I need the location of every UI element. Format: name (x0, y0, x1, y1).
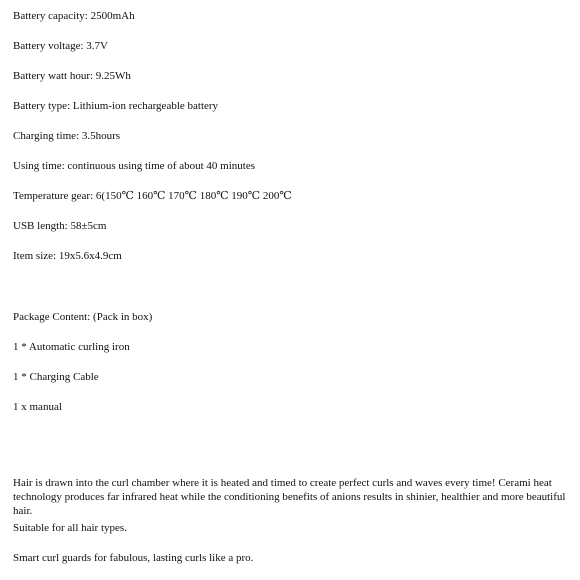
spec-battery-watt-hour: Battery watt hour: 9.25Wh (13, 70, 131, 82)
package-item-charging-cable: 1 * Charging Cable (13, 371, 99, 383)
package-item-curling-iron: 1 * Automatic curling iron (13, 341, 130, 353)
spec-item-size: Item size: 19x5.6x4.9cm (13, 250, 122, 262)
spec-charging-time: Charging time: 3.5hours (13, 130, 121, 142)
spec-temperature-gear: Temperature gear: 6(150℃ 160℃ 170℃ 180℃ 190℃ 200℃ (13, 190, 292, 202)
description-hair-types: Suitable for all hair types. (13, 522, 127, 534)
spec-battery-voltage: Battery voltage: 3.7V (13, 40, 109, 52)
package-item-manual: 1 x manual (13, 401, 62, 413)
spec-battery-capacity: Battery capacity: 2500mAh (13, 10, 135, 22)
description-curl-guards: Smart curl guards for fabulous, lasting curls like a pro. (13, 552, 254, 564)
spec-usb-length: USB length: 58±5cm (13, 220, 107, 232)
spec-using-time: Using time: continuous using time of about 40 minutes (13, 160, 255, 172)
description-paragraph: Hair is drawn into the curl chamber where it is heated and timed to create perfect curls and waves every time! Cerami heat technology produces far infrared heat while the conditioning benefits of anions results in shinier, healthier and more beautiful hair. (13, 477, 566, 517)
spec-battery-type: Battery type: Lithium-ion rechargeable battery (13, 100, 219, 112)
package-content-heading: Package Content: (Pack in box) (13, 311, 153, 323)
